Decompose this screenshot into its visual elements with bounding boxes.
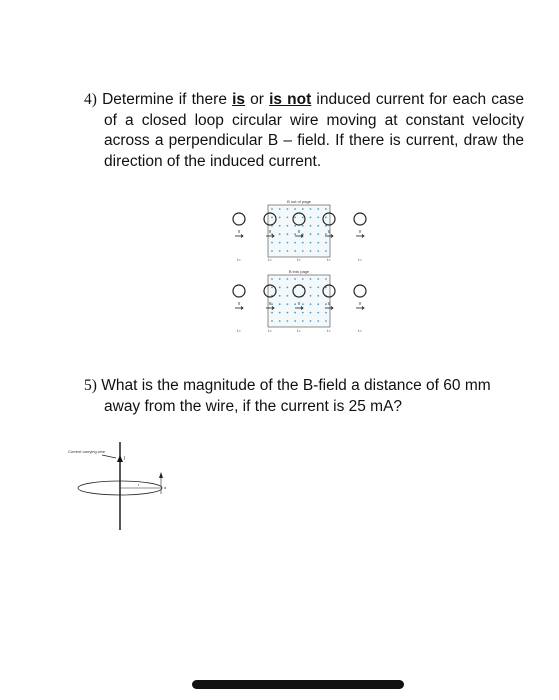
field-dot (310, 295, 312, 297)
velocity-labels-bottom (238, 301, 362, 307)
svg-text:v: v (327, 301, 331, 307)
field-dot (325, 208, 327, 210)
field-dot (310, 278, 312, 280)
field-dot (302, 278, 304, 280)
wire-loop (354, 285, 366, 297)
field-dot (302, 250, 304, 252)
wire-loop (233, 285, 245, 297)
field-dot (279, 250, 281, 252)
field-dot (294, 312, 296, 314)
field-dot (325, 233, 327, 235)
field-dot (287, 242, 289, 244)
field-dot (325, 312, 327, 314)
field-dot (287, 208, 289, 210)
panel-label-into: B into page (288, 269, 310, 274)
field-dot (294, 233, 296, 235)
svg-text:v: v (358, 301, 362, 307)
svg-text:v: v (297, 229, 301, 235)
field-dot (287, 225, 289, 227)
field-dot (294, 217, 296, 219)
svg-text:I=: I= (237, 328, 241, 333)
field-dot (325, 250, 327, 252)
panel-label-out: B out of page (287, 199, 311, 204)
field-dot (302, 233, 304, 235)
svg-text:I=: I= (327, 257, 331, 262)
field-dot (279, 242, 281, 244)
question-5-number: 5) (84, 377, 97, 394)
field-dot (317, 242, 319, 244)
current-labels-top (237, 257, 362, 262)
field-dot (279, 225, 281, 227)
field-dot (279, 295, 281, 297)
field-dot (310, 303, 312, 305)
svg-text:I=: I= (327, 328, 331, 333)
field-dot (310, 250, 312, 252)
current-arrow-icon (117, 455, 126, 462)
field-dot (310, 312, 312, 314)
field-dot (302, 208, 304, 210)
current-labels-bottom (237, 328, 362, 333)
field-dot (271, 208, 273, 210)
field-direction-arrow-icon (159, 472, 163, 478)
field-dot (268, 301, 273, 307)
velocity-labels-top (238, 229, 362, 235)
field-dot (325, 242, 327, 244)
field-dot (317, 278, 319, 280)
field-dot (287, 287, 289, 289)
radius-symbol: r (138, 482, 140, 487)
field-dot (325, 303, 327, 305)
field-dot (302, 312, 304, 314)
field-dot (317, 217, 319, 219)
field-dot (302, 217, 304, 219)
field-dot (294, 278, 296, 280)
field-dot (302, 242, 304, 244)
field-dot (325, 278, 327, 280)
field-dot (287, 250, 289, 252)
field-dot (279, 303, 281, 305)
field-dot (287, 278, 289, 280)
emphasis-is: is (232, 91, 246, 108)
question-4-text: 4) Determine if there is or is not induced current for each case of a closed loop circular wire moving at constant velocity across a perpendicular B – field. If there is current, draw the direction of the induced current. (84, 91, 524, 170)
field-dot (317, 287, 319, 289)
svg-text:I=: I= (297, 257, 301, 262)
field-dot (279, 208, 281, 210)
emphasis-is-not: is not (269, 91, 312, 108)
field-dot (294, 303, 296, 305)
field-dot (294, 250, 296, 252)
field-dot (317, 295, 319, 297)
field-dot (302, 303, 304, 305)
field-dot (302, 320, 304, 322)
field-dot (271, 312, 273, 314)
field-dot (279, 217, 281, 219)
question-4 (84, 90, 524, 172)
field-dot (317, 225, 319, 227)
svg-text:v: v (268, 301, 272, 307)
field-dot (287, 233, 289, 235)
svg-text:I=: I= (358, 328, 362, 333)
wire-label-pointer (102, 455, 116, 458)
field-dot (325, 320, 327, 322)
distance-symbol: d (164, 485, 167, 490)
field-dot (271, 278, 273, 280)
field-dot (310, 320, 312, 322)
field-dot (279, 287, 281, 289)
svg-text:v: v (237, 229, 241, 235)
field-dot (310, 225, 312, 227)
current-symbol: I (124, 456, 126, 462)
field-dot (317, 208, 319, 210)
field-dot (279, 233, 281, 235)
field-dot (317, 233, 319, 235)
field-dot (317, 320, 319, 322)
svg-text:v: v (358, 229, 362, 235)
svg-text:I=: I= (297, 328, 301, 333)
svg-text:v: v (237, 301, 241, 307)
wire-label: Current carrying wire (68, 449, 106, 454)
field-dot (317, 250, 319, 252)
field-dot (271, 320, 273, 322)
field-dot (317, 303, 319, 305)
field-dot (287, 320, 289, 322)
svg-text:I=: I= (268, 257, 272, 262)
field-dot (310, 287, 312, 289)
field-dot (310, 242, 312, 244)
field-dot (271, 287, 273, 289)
field-dot (302, 225, 304, 227)
svg-text:v: v (297, 301, 301, 307)
field-dot (287, 295, 289, 297)
field-dot (271, 242, 273, 244)
field-dot (271, 250, 273, 252)
field-dot (294, 320, 296, 322)
svg-text:I=: I= (268, 328, 272, 333)
wire-loop (354, 213, 366, 225)
home-indicator[interactable] (192, 680, 404, 689)
question-4-number: 4) (84, 91, 97, 108)
svg-text:I=: I= (358, 257, 362, 262)
question-5 (84, 376, 524, 417)
wire-loop (233, 213, 245, 225)
field-dot (325, 225, 327, 227)
field-dot (287, 312, 289, 314)
induced-current-figure (226, 195, 396, 337)
field-dot (279, 312, 281, 314)
field-dot (287, 303, 289, 305)
field-dot (325, 217, 327, 219)
field-dot (279, 278, 281, 280)
field-dot (294, 208, 296, 210)
field-dot (279, 320, 281, 322)
svg-text:I=: I= (237, 257, 241, 262)
current-wire-figure (64, 438, 184, 533)
field-dot (310, 208, 312, 210)
svg-text:v: v (268, 229, 272, 235)
field-dot (310, 217, 312, 219)
field-dot (271, 217, 273, 219)
field-dot (317, 312, 319, 314)
svg-text:v: v (327, 229, 331, 235)
field-dot (310, 233, 312, 235)
question-5-text: 5) What is the magnitude of the B-field a distance of 60 mm away from the wire, if the current is 25 mA? (84, 377, 491, 415)
field-dot (294, 225, 296, 227)
field-dot (294, 242, 296, 244)
field-dot (287, 217, 289, 219)
